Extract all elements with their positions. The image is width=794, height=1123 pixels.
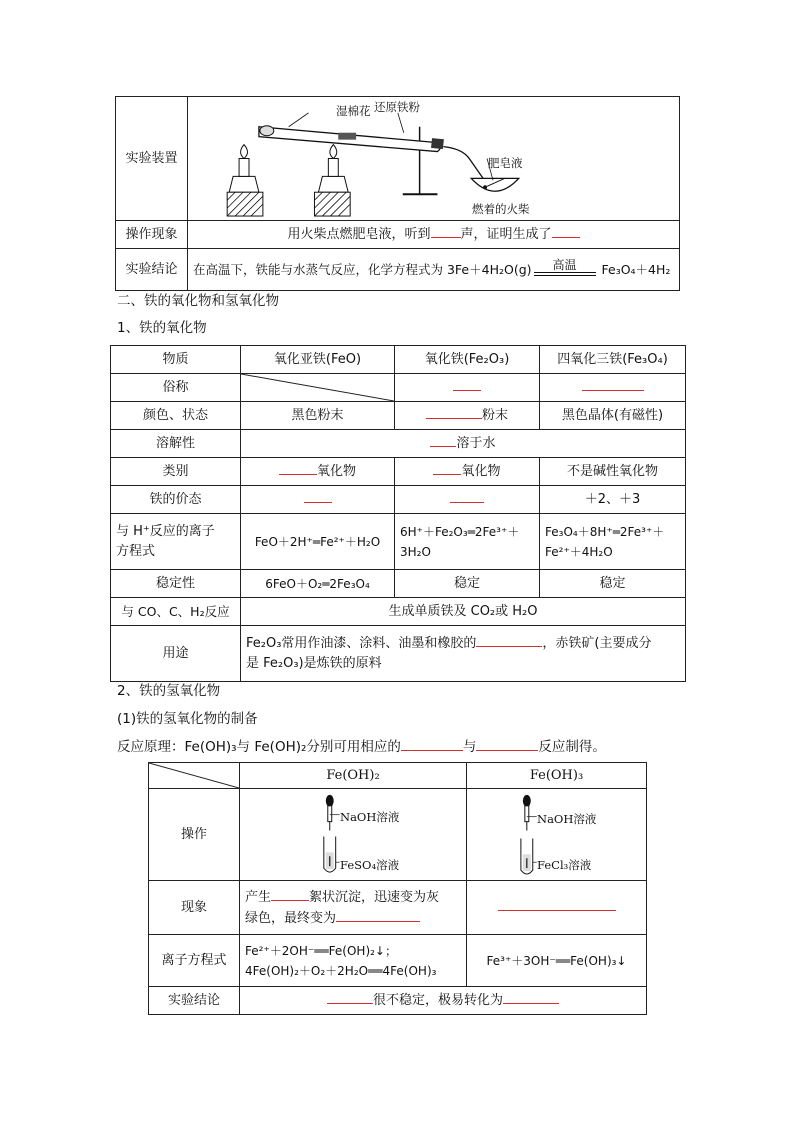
diagonal-cell bbox=[241, 374, 395, 402]
label-naoh-2: NaOH溶液 bbox=[537, 812, 597, 826]
label-color-state: 颜色、状态 bbox=[111, 402, 241, 430]
header-fe3o4: 四氧化三铁(Fe₃O₄) bbox=[540, 346, 686, 374]
label-valence: 铁的价态 bbox=[111, 486, 241, 514]
blank-unstable-substance[interactable] bbox=[327, 990, 373, 1004]
header-substance: 物质 bbox=[111, 346, 241, 374]
conclusion-product: Fe₃O₄＋4H₂ bbox=[601, 262, 671, 277]
feo-ion-equation: FeO＋2H⁺═Fe²⁺＋H₂O bbox=[241, 514, 395, 570]
fe2o3-valence-cell bbox=[395, 486, 540, 514]
feo-stability: 6FeO＋O₂═2Fe₃O₄ bbox=[241, 570, 395, 598]
fe3o4-color: 黑色晶体(有磁性) bbox=[540, 402, 686, 430]
solubility-suffix: 溶于水 bbox=[456, 436, 496, 451]
ion-a1: Fe²⁺＋2OH⁻══Fe(OH)₂↓； bbox=[245, 943, 397, 958]
blank-principle-2[interactable] bbox=[476, 737, 538, 751]
phen-a3: 绿色，最终变为 bbox=[245, 910, 337, 926]
apparatus-diagram bbox=[188, 97, 680, 221]
ion-label-line2: 方程式 bbox=[116, 543, 156, 559]
fe2o3-category-cell bbox=[395, 458, 540, 486]
ion-label-line1: 与 H⁺反应的离子 bbox=[116, 523, 215, 539]
fe3o4-ion-line2: Fe²⁺＋4H₂O bbox=[545, 544, 613, 559]
subsection-title-oxides: 1、铁的氧化物 bbox=[117, 320, 207, 336]
operation-fe-oh-2 bbox=[240, 789, 467, 881]
label-wet-cotton: 湿棉花 bbox=[336, 104, 371, 118]
blank-usage[interactable] bbox=[476, 633, 542, 647]
blank-gas[interactable] bbox=[552, 224, 580, 238]
feo-category-suffix: 氧化物 bbox=[316, 464, 356, 479]
fe3o4-ion-line1: Fe₃O₄＋8H⁺═2Fe³⁺＋ bbox=[545, 524, 665, 539]
label-ion-equation bbox=[111, 514, 241, 570]
blank-solubility[interactable] bbox=[430, 433, 456, 447]
fe2o3-name-cell bbox=[395, 374, 540, 402]
blank-sound[interactable] bbox=[431, 224, 461, 238]
reduction-cell: 生成单质铁及 CO₂或 H₂O bbox=[241, 598, 686, 626]
fe2o3-ion-line2: 3H₂O bbox=[400, 544, 431, 559]
principle-text-c: 反应制得。 bbox=[538, 739, 606, 755]
blank-fe2o3-color[interactable] bbox=[426, 405, 482, 419]
usage-line2: 是 Fe₂O₃)是炼铁的原料 bbox=[246, 656, 382, 671]
header-fe2o3: 氧化铁(Fe₂O₃) bbox=[395, 346, 540, 374]
blank-precipitate-color[interactable] bbox=[271, 887, 309, 901]
usage-line1a: Fe₂O₃常用作油漆、涂料、油墨和橡胶的 bbox=[246, 636, 477, 651]
principle-text-b: 与 bbox=[462, 739, 477, 755]
label-solubility: 溶解性 bbox=[111, 430, 241, 458]
phenomenon-fe-oh-2 bbox=[240, 881, 467, 935]
reaction-principle bbox=[117, 737, 606, 756]
label-operation: 操作 bbox=[149, 789, 240, 881]
label-category: 类别 bbox=[111, 458, 241, 486]
oxides-table bbox=[110, 345, 686, 682]
fe3o4-stability: 稳定 bbox=[540, 570, 686, 598]
blank-fe2o3-valence[interactable] bbox=[450, 489, 484, 503]
solubility-cell bbox=[241, 430, 686, 458]
label-naoh-1: NaOH溶液 bbox=[340, 810, 400, 824]
label-feso4: FeSO₄溶液 bbox=[340, 858, 400, 872]
subsection-title-hydroxides: 2、铁的氢氧化物 bbox=[117, 683, 221, 699]
blank-final-color[interactable] bbox=[336, 908, 420, 922]
phenomenon-fe-oh-3 bbox=[467, 881, 647, 935]
feo-color: 黑色粉末 bbox=[241, 402, 395, 430]
hydroxides-table bbox=[148, 762, 647, 1015]
phen-a2: 絮状沉淀，迅速变为灰 bbox=[309, 889, 440, 905]
phenomenon-cell bbox=[188, 221, 680, 249]
blank-principle-1[interactable] bbox=[401, 737, 463, 751]
fe2o3-ion-equation bbox=[395, 514, 540, 570]
label-iron-powder: 还原铁粉 bbox=[374, 100, 420, 114]
fe3o4-ion-equation bbox=[540, 514, 686, 570]
fe2o3-color-cell bbox=[395, 402, 540, 430]
fe3o4-valence: ＋2、＋3 bbox=[540, 486, 686, 514]
conclusion-mid: 很不稳定，极易转化为 bbox=[372, 993, 503, 1008]
section-title: 二、铁的氧化物和氢氧化物 bbox=[117, 293, 279, 309]
feo-valence-cell bbox=[241, 486, 395, 514]
fe3o4-name-cell bbox=[540, 374, 686, 402]
usage-cell bbox=[241, 626, 686, 682]
feo-category-cell bbox=[241, 458, 395, 486]
blank-fe3o4-name[interactable] bbox=[582, 377, 644, 391]
diagonal-header-cell bbox=[149, 763, 240, 789]
label-reduction: 与 CO、C、H₂反应 bbox=[111, 598, 241, 626]
blank-feo-category[interactable] bbox=[279, 461, 317, 475]
fe3o4-category: 不是碱性氧化物 bbox=[540, 458, 686, 486]
row-label-apparatus: 实验装置 bbox=[116, 97, 188, 221]
blank-feo-valence[interactable] bbox=[304, 489, 332, 503]
fe2o3-category-suffix: 氧化物 bbox=[461, 464, 501, 479]
ion-fe-oh-3: Fe³⁺＋3OH⁻══Fe(OH)₃↓ bbox=[467, 935, 647, 987]
ion-a2: 4Fe(OH)₂＋O₂＋2H₂O══4Fe(OH)₃ bbox=[245, 963, 437, 978]
label-soap-solution: 肥皂液 bbox=[488, 156, 523, 170]
reaction-arrow bbox=[532, 259, 598, 280]
subsection-preparation: (1)铁的氢氧化物的制备 bbox=[117, 711, 258, 727]
usage-line1b: ，赤铁矿(主要成分 bbox=[542, 636, 652, 651]
label-stability: 稳定性 bbox=[111, 570, 241, 598]
label-usage: 用途 bbox=[111, 626, 241, 682]
apparatus-drawing bbox=[188, 97, 679, 220]
conclusion-cell bbox=[188, 249, 680, 291]
phenomenon-text-a: 用火柴点燃肥皂液，听到 bbox=[287, 227, 431, 242]
phen-a1: 产生 bbox=[245, 889, 272, 905]
blank-fe2o3-name[interactable] bbox=[453, 377, 481, 391]
blank-converted-to[interactable] bbox=[503, 990, 559, 1004]
operation-fe-oh-3 bbox=[467, 789, 647, 881]
fe2o3-color-suffix: 粉末 bbox=[481, 408, 508, 423]
label-conclusion-2: 实验结论 bbox=[149, 987, 240, 1015]
label-common-name: 俗称 bbox=[111, 374, 241, 402]
ion-fe-oh-2 bbox=[240, 935, 467, 987]
experiment-table bbox=[115, 96, 680, 291]
header-fe-oh-2: Fe(OH)₂ bbox=[240, 763, 467, 789]
blank-fe2o3-category[interactable] bbox=[433, 461, 461, 475]
label-phenomenon-2: 现象 bbox=[149, 881, 240, 935]
blank-fe-oh-3-phenomenon[interactable] bbox=[498, 897, 616, 911]
reaction-condition: 高温 bbox=[552, 258, 577, 272]
label-ion-equation-2: 离子方程式 bbox=[149, 935, 240, 987]
row-label-phenomenon: 操作现象 bbox=[116, 221, 188, 249]
label-fecl3: FeCl₃溶液 bbox=[537, 858, 592, 872]
row-label-conclusion: 实验结论 bbox=[116, 249, 188, 291]
fe2o3-stability: 稳定 bbox=[395, 570, 540, 598]
label-burning-match: 燃着的火柴 bbox=[472, 202, 530, 216]
header-fe-oh-3: Fe(OH)₃ bbox=[467, 763, 647, 789]
header-feo: 氧化亚铁(FeO) bbox=[241, 346, 395, 374]
principle-text-a: 反应原理：Fe(OH)₃与 Fe(OH)₂分别可用相应的 bbox=[117, 739, 401, 755]
conclusion-2-cell bbox=[240, 987, 647, 1015]
fe2o3-ion-line1: 6H⁺＋Fe₂O₃═2Fe³⁺＋ bbox=[400, 524, 520, 539]
phenomenon-text-b: 声，证明生成了 bbox=[460, 227, 552, 242]
conclusion-text: 在高温下，铁能与水蒸气反应，化学方程式为 3Fe＋4H₂O(g) bbox=[193, 262, 532, 277]
